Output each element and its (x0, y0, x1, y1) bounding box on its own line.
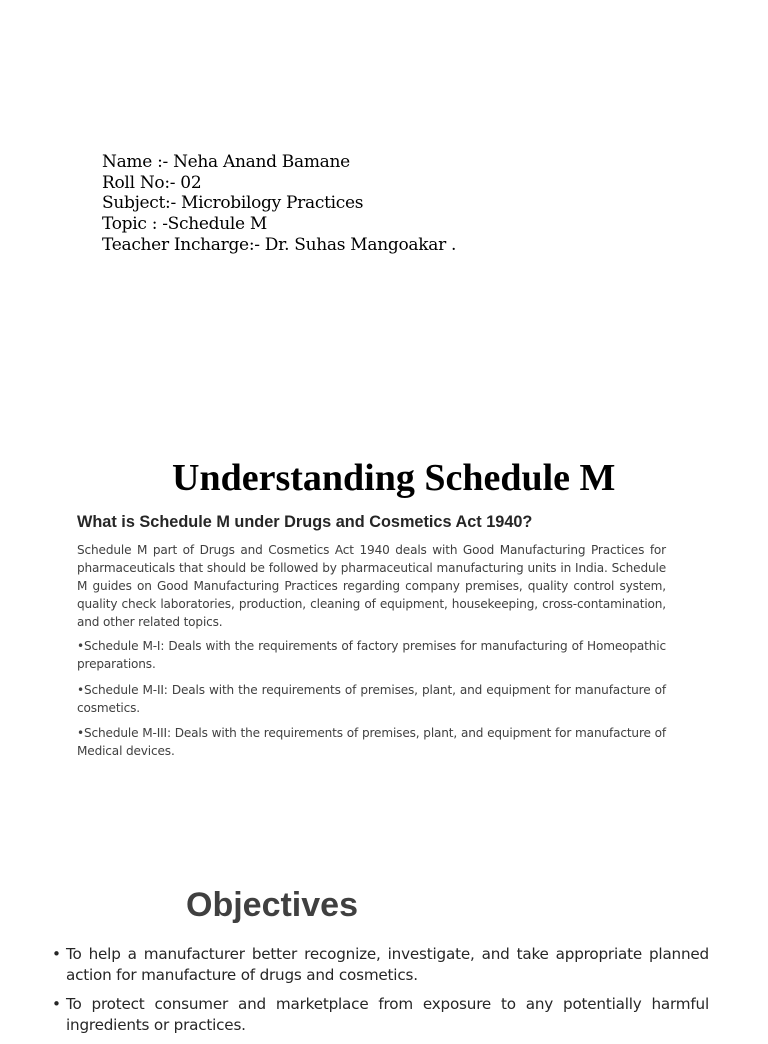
schedule-m-ii-item: •Schedule M-II: Deals with the requirements of premises, plant, and equipment for manufacture of cosmetics. (77, 683, 666, 715)
teacher-incharge: Teacher Incharge:- Dr. Suhas Mangoakar . (102, 234, 457, 255)
student-name: Name :- Neha Anand Bamane (102, 152, 350, 172)
list-item (48, 994, 709, 1036)
bullet-icon: • (52, 995, 61, 1013)
bullet-icon: • (52, 945, 61, 963)
roll-number: Roll No:- 02 (102, 172, 202, 193)
topic: Topic : -Schedule M (102, 214, 267, 235)
objectives-list (48, 944, 709, 1044)
section-question: What is Schedule M under Drugs and Cosmetics Act 1940? (77, 513, 533, 531)
list-item (48, 944, 709, 986)
schedule-m-i-item: •Schedule M-I: Deals with the requirements of factory premises for manufacturing of Homeopathic preparations. (77, 639, 666, 671)
objective-text: To help a manufacturer better recognize, investigate, and take appropriate planned action for manufacture of drugs and cosmetics. (66, 945, 709, 984)
schedule-m-description: Schedule M part of Drugs and Cosmetics Act 1940 deals with Good Manufacturing Practices for pharmaceuticals that should be followed by pharmaceutical manufacturing units in India. Schedule M guides on Good Manufacturing Practices regarding company premises, quality control system, quality check laboratories, production, cleaning of equipment, housekeeping, cross-contamination, and other related topics. (77, 543, 666, 629)
slide-title: Understanding Schedule M (172, 457, 616, 499)
objective-text: To protect consumer and marketplace from exposure to any potentially harmful ingredients or practices. (66, 995, 709, 1034)
cover-details (102, 152, 456, 256)
schedule-m-iii-item: •Schedule M-III: Deals with the requirements of premises, plant, and equipment for manufacture of Medical devices. (77, 726, 666, 758)
objectives-heading: Objectives (186, 886, 358, 924)
subject: Subject:- Microbilogy Practices (102, 193, 364, 214)
